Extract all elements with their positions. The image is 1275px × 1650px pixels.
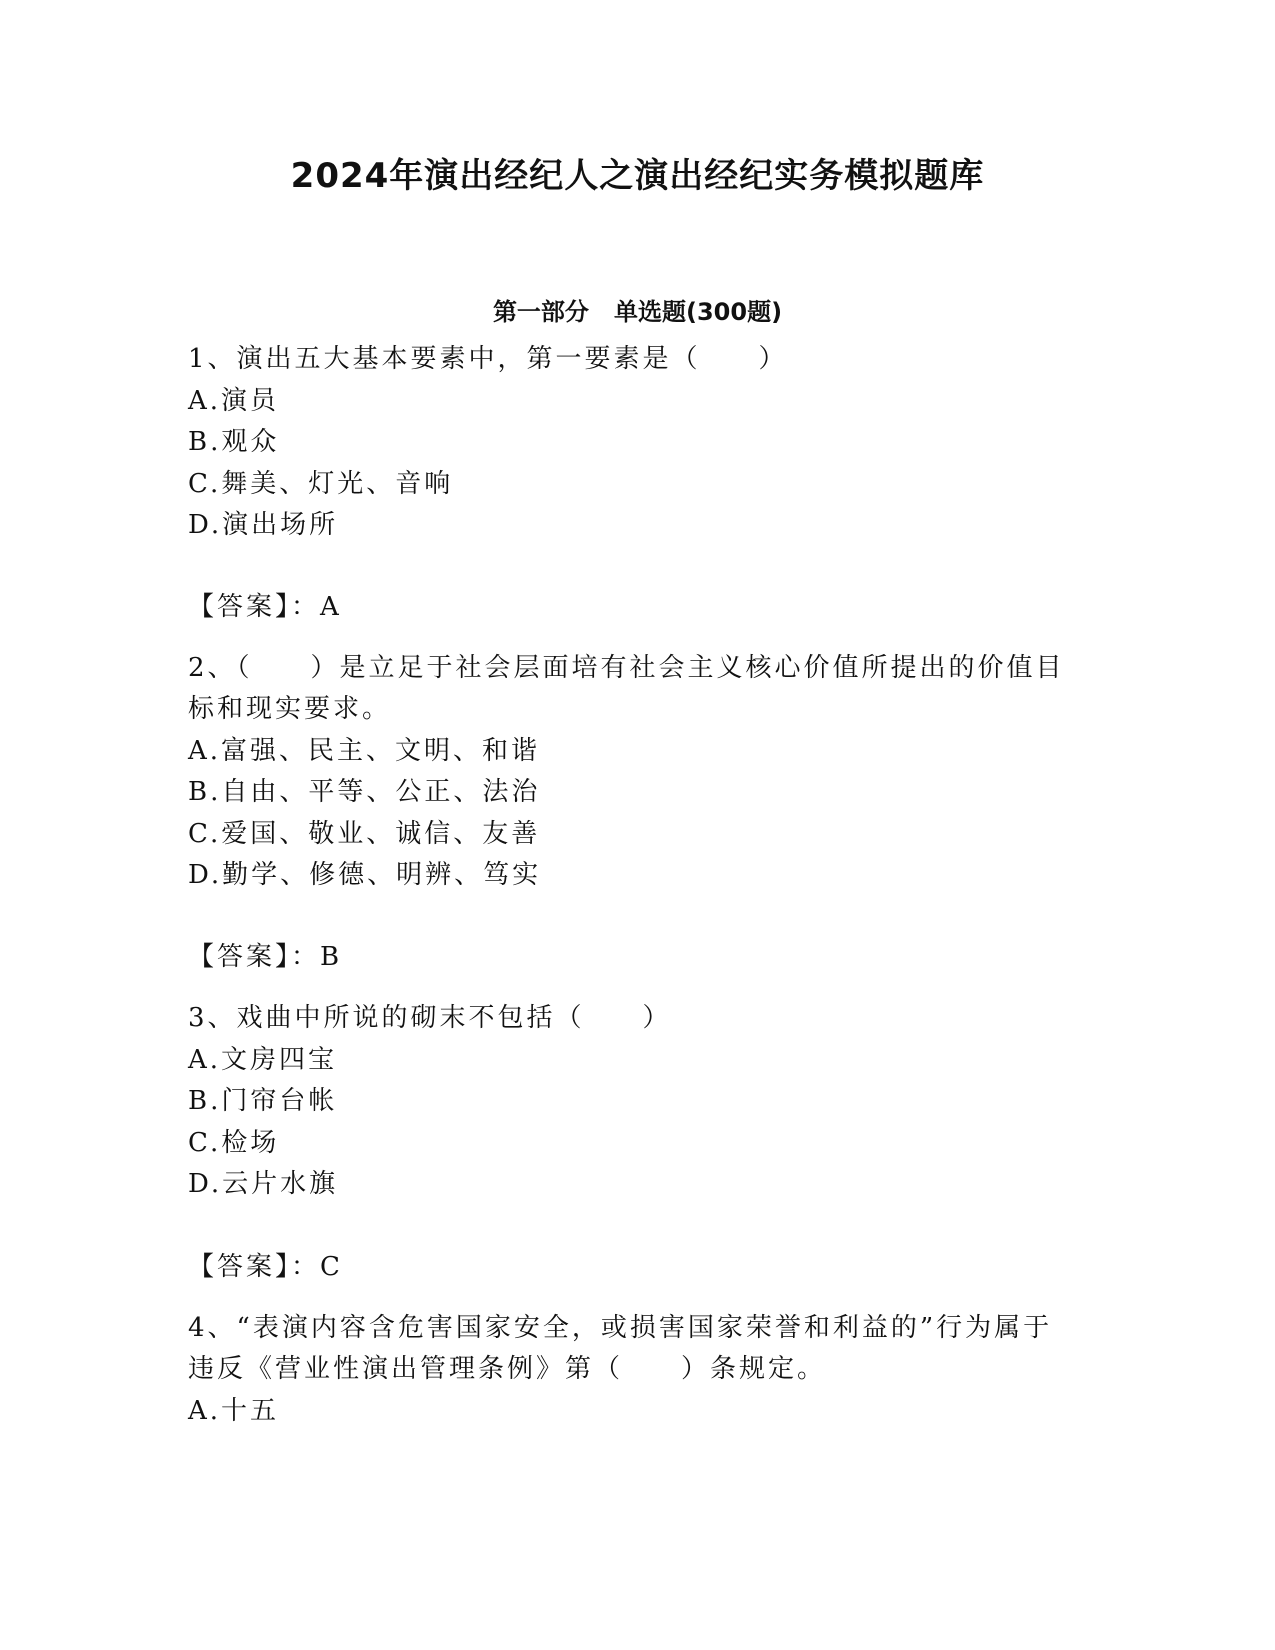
question-3-option-a: A.文房四宝 bbox=[188, 1045, 338, 1075]
question-1-stem: 1、演出五大基本要素中，第一要素是（ ） bbox=[188, 344, 788, 374]
question-3-option-d: D.云片水旗 bbox=[188, 1169, 339, 1199]
question-4-option-a: A.十五 bbox=[188, 1396, 280, 1426]
question-4-stem-line-1: 4、“表演内容含危害国家安全，或损害国家荣誉和利益的”行为属于 bbox=[188, 1313, 1053, 1343]
document-title: 2024年演出经纪人之演出经纪实务模拟题库 bbox=[290, 156, 985, 196]
question-1-option-c: C.舞美、灯光、音响 bbox=[188, 469, 454, 499]
question-2-answer: 【答案】：B bbox=[188, 942, 343, 972]
question-1-option-b: B.观众 bbox=[188, 427, 280, 457]
question-2-option-d: D.勤学、修德、明辨、笃实 bbox=[188, 860, 542, 890]
question-1-option-d: D.演出场所 bbox=[188, 510, 339, 540]
question-2-option-c: C.爱国、敬业、诚信、友善 bbox=[188, 819, 541, 849]
question-1-answer: 【答案】：A bbox=[188, 592, 342, 622]
question-2-option-a: A.富强、民主、文明、和谐 bbox=[188, 736, 541, 766]
question-3-answer: 【答案】：C bbox=[188, 1252, 343, 1282]
question-3-option-b: B.门帘台帐 bbox=[188, 1086, 338, 1116]
question-1-option-a: A.演员 bbox=[188, 386, 280, 416]
question-4-stem-line-2: 违反《营业性演出管理条例》第（ ）条规定。 bbox=[188, 1354, 827, 1384]
question-3-stem: 3、戏曲中所说的砌末不包括（ ） bbox=[188, 1003, 672, 1033]
section-heading: 第一部分 单选题(300题) bbox=[492, 298, 783, 326]
question-2-stem-line-1: 2、（ ）是立足于社会层面培有社会主义核心价值所提出的价值目 bbox=[188, 653, 1065, 683]
question-2-stem-line-2: 标和现实要求。 bbox=[188, 694, 392, 724]
question-3-option-c: C.检场 bbox=[188, 1128, 280, 1158]
question-2-option-b: B.自由、平等、公正、法治 bbox=[188, 777, 541, 807]
